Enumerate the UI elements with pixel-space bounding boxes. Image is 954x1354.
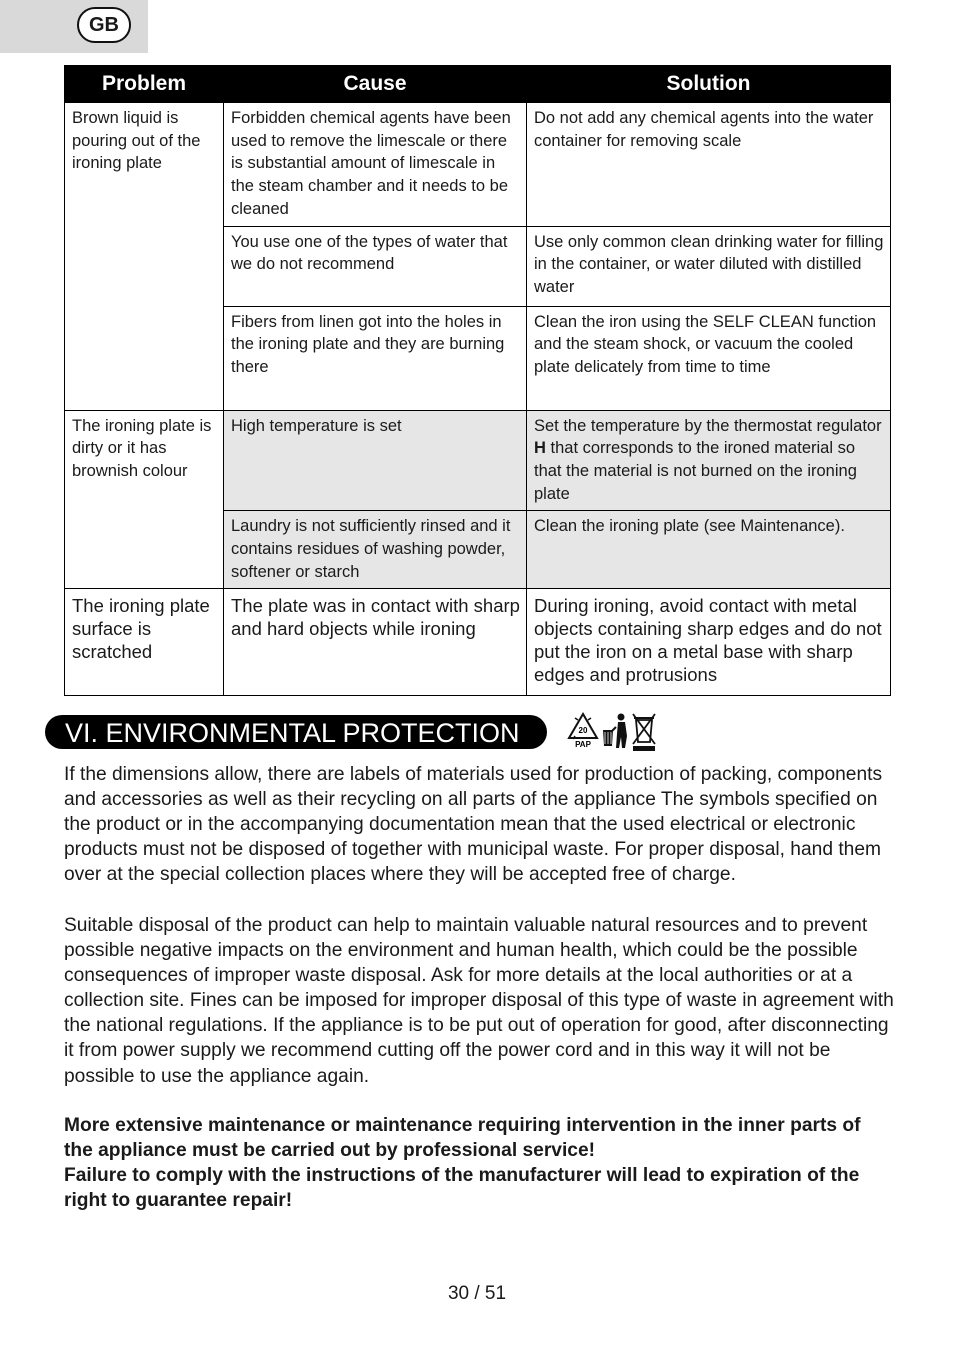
- solution-cell: Clean the iron using the SELF CLEAN function and the steam shock, or vacuum the cooled plate delicately from time to time: [527, 306, 891, 410]
- tidy-man-icon: [603, 714, 627, 749]
- disposal-symbols: [565, 710, 665, 752]
- solution-cell: During ironing, avoid contact with metal objects containing sharp edges and do not put the iron on a metal base with sharp edges and protrusions: [527, 589, 891, 696]
- cause-cell: Laundry is not sufficiently rinsed and it contains residues of washing powder, softener or starch: [224, 511, 527, 589]
- language-badge: GB: [77, 7, 131, 43]
- section-heading: VI. ENVIRONMENTAL PROTECTION: [45, 715, 547, 749]
- cause-cell: Forbidden chemical agents have been used to remove the limescale or there is substantial amount of limescale in the steam chamber and it needs to be cleaned: [224, 103, 527, 227]
- table-row: [65, 589, 891, 696]
- page-number: 30 / 51: [447, 1283, 507, 1304]
- recycling-triangle-icon: [569, 714, 597, 749]
- recycle-number: 20: [578, 726, 588, 735]
- language-tab: [0, 0, 148, 53]
- cause-cell: High temperature is set: [224, 410, 527, 511]
- table-header-row: [65, 66, 891, 103]
- troubleshooting-table: [64, 65, 891, 696]
- crossed-bin-icon: [633, 714, 655, 751]
- problem-cell: Brown liquid is pouring out of the ironing plate: [65, 103, 224, 411]
- table-row: [65, 410, 891, 511]
- paragraph-disposal-labels: If the dimensions allow, there are labels of materials used for production of packing, components and accessories as well as their recycling on all parts of the appliance The symbols specified on the product or in the accompanying documentation mean that the used electrical or electronic products must not be disposed of together with municipal waste. For proper disposal, hand them over at the special collection places where they will be accepted free of charge.: [64, 764, 883, 886]
- paragraph-disposal-benefits: Suitable disposal of the product can help to maintain valuable natural resources and to prevent possible negative impacts on the environment and human health, which could be the possible consequences of improper waste disposal. Ask for more details at the local authorities or at a collection site. Fines can be imposed for improper disposal of this type of waste in agreement with the national regulations. If the appliance is to be put out of operation for good, after disconnecting it from power supply we recommend cutting off the power cord and in this way it will not be possible to use the appliance again.: [64, 915, 894, 1087]
- solution-text: that corresponds to the ironed material so that the material is not burned on the ironing plate: [534, 439, 857, 503]
- solution-cell: Do not add any chemical agents into the water container for removing scale: [527, 103, 891, 227]
- solution-cell: Use only common clean drinking water for filling in the container, or water diluted with distilled water: [527, 226, 891, 306]
- cause-cell: Fibers from linen got into the holes in the ironing plate and they are burning there: [224, 306, 527, 410]
- header-solution: Solution: [527, 66, 891, 103]
- header-problem: Problem: [65, 66, 224, 103]
- header-cause: Cause: [224, 66, 527, 103]
- solution-cell: Clean the ironing plate (see Maintenance).: [527, 511, 891, 589]
- cause-cell: You use one of the types of water that we do not recommend: [224, 226, 527, 306]
- warning-service: More extensive maintenance or maintenance requiring intervention in the inner parts of the appliance must be carried out by professional service!: [64, 1115, 861, 1162]
- thermostat-label: H: [534, 439, 546, 458]
- problem-cell: The ironing plate surface is scratched: [65, 589, 224, 696]
- problem-cell: The ironing plate is dirty or it has brownish colour: [65, 410, 224, 589]
- solution-cell: [527, 410, 891, 511]
- table-row: [65, 103, 891, 227]
- recycle-code: PAP: [575, 740, 591, 749]
- solution-text: Set the temperature by the thermostat regulator: [534, 416, 882, 435]
- warning-guarantee: Failure to comply with the instructions of the manufacturer will lead to expiration of the right to guarantee repair!: [64, 1165, 860, 1212]
- warning-block: [64, 1113, 894, 1213]
- cause-cell: The plate was in contact with sharp and hard objects while ironing: [224, 589, 527, 696]
